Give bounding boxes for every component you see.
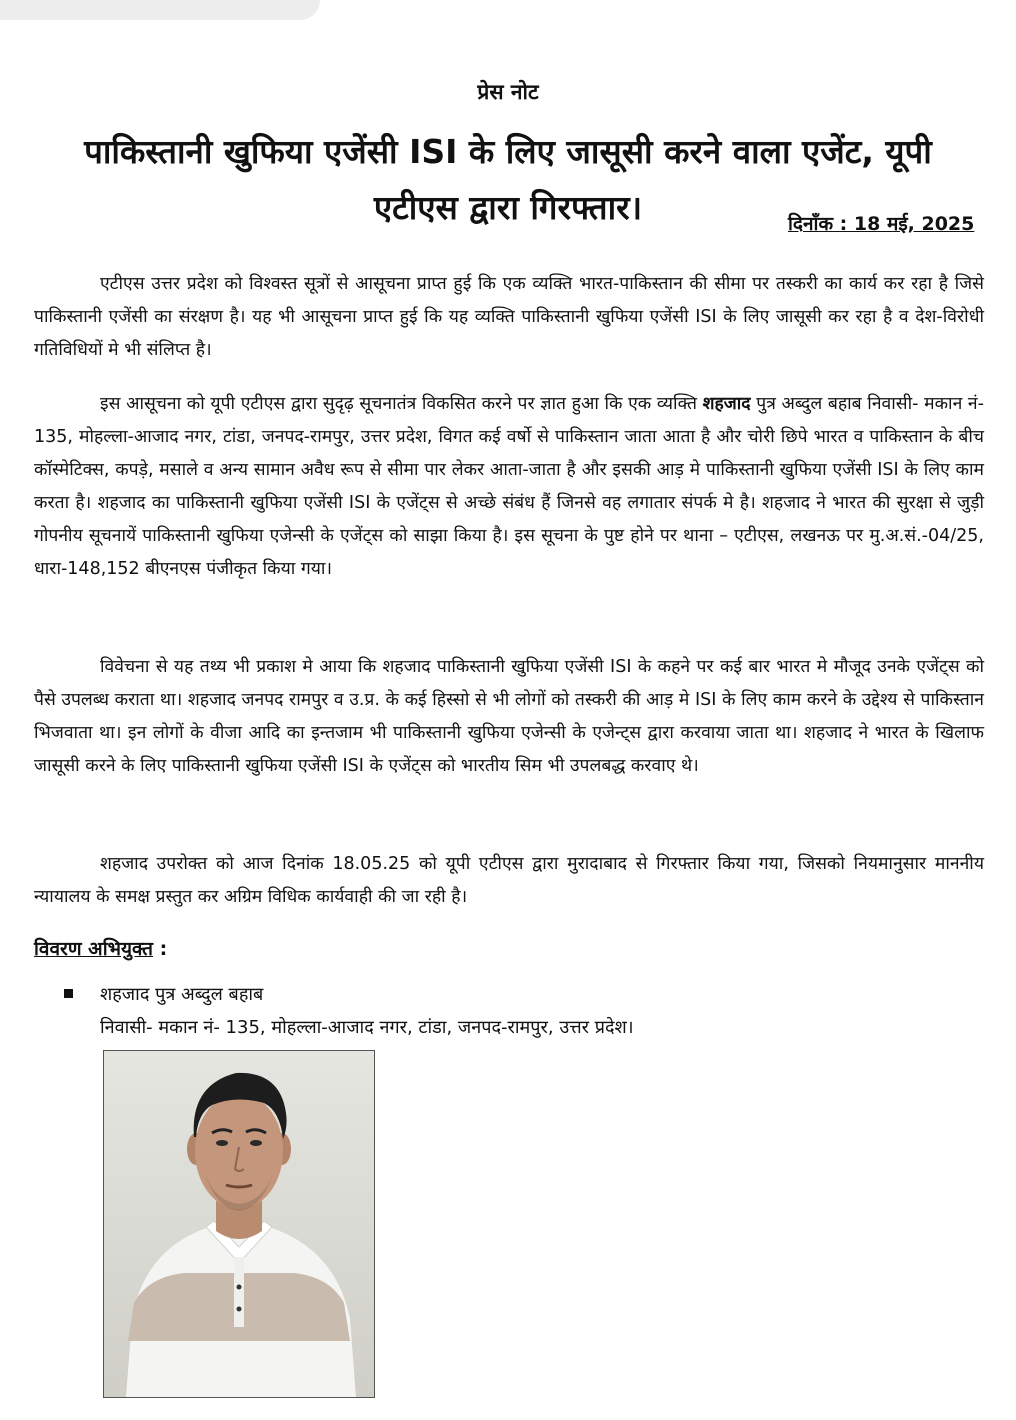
press-note-label: प्रेस नोट — [477, 80, 539, 104]
paragraph-4: शहजाद उपरोक्त को आज दिनांक 18.05.25 को यूपी एटीएस द्वारा मुरादाबाद से गिरफ्तार किया गया, जिसको नियमानुसार माननीय न्यायालय के समक्ष प्रस्तुत कर अग्रिम विधिक कार्यवाही की जा रही है। — [34, 854, 984, 907]
accused-name-bold: शहजाद — [702, 394, 751, 414]
press-note-headline: पाकिस्तानी खुफिया एजेंसी ISI के लिए जासूसी करने वाला एजेंट, यूपी एटीएस द्वारा गिरफ्तार। — [84, 132, 932, 227]
accused-details-heading — [34, 935, 167, 961]
accused-name-line: शहजाद पुत्र अब्दुल बहाब — [100, 984, 264, 1005]
paragraph-3: विवेचना से यह तथ्य भी प्रकाश मे आया कि शहजाद पाकिस्तानी खुफिया एजेंसी ISI के कहने पर कई बार भारत मे मौजूद उनके एजेंट्स को पैसे उपलब्ध कराता था। शहजाद जनपद रामपुर व उ.प्र. के कई हिस्सो से भी लोगों को तस्करी की आड़ मे ISI के लिए काम करने के उद्देश्य से पाकिस्तान भिजवाता था। इन लोगों के वीजा आदि का इन्तजाम भी पाकिस्तानी खुफिया एजेन्सी के एजेन्ट्स द्वारा करवाया जाता था। शहजाद ने भारत के खिलाफ जासूसी करने के लिए पाकिस्तानी खुफिया एजेंसी ISI के एजेंट्स को भारतीय सिम भी उपलबद्ध करवाए थे। — [34, 657, 984, 776]
press-note-date: दिनाँक : 18 मई, 2025 — [788, 213, 975, 235]
accused-address-line: निवासी- मकान नं- 135, मोहल्ला-आजाद नगर, टांडा, जनपद-रामपुर, उत्तर प्रदेश। — [100, 1017, 634, 1038]
paragraph-2-start: इस आसूचना को यूपी एटीएस द्वारा सुदृढ़ सूचनातंत्र विकसित करने पर ज्ञात हुआ कि एक व्यक्ति — [100, 394, 697, 414]
paragraph-2-end: पुत्र अब्दुल बहाब निवासी- मकान नं- 135, मोहल्ला-आजाद नगर, टांडा, जनपद-रामपुर, उत्तर प्रदेश, विगत कई वर्षो से पाकिस्तान जाता आता है और चोरी छिपे भारत व पाकिस्तान के बीच कॉस्मेटिक्स, कपड़े, मसाले व अन्य सामान अवैध रूप से सीमा पार लेकर आता-जाता है और इसकी आड़ मे पाकिस्तानी खुफिया एजेंसी ISI के लिए काम करता है। शहजाद का पाकिस्तानी खुफिया एजेंसी ISI के एजेंट्स से अच्छे संबंध हैं जिनसे वह लगातार संपर्क मे है। शहजाद ने भारत की सुरक्षा से जुड़ी गोपनीय सूचनायें पाकिस्तानी खुफिया एजेन्सी के एजेंट्स को साझा किया है। इस सूचना के पुष्ट होने पर थाना – एटीएस, लखनऊ पर मु.अ.सं.-04/25, धारा-148,152 बीएनएस पंजीकृत किया गया। — [34, 394, 984, 579]
paragraph-2 — [34, 388, 984, 586]
paragraph-1: एटीएस उत्तर प्रदेश को विश्वस्त सूत्रों से आसूचना प्राप्त हुई कि एक व्यक्ति भारत-पाकिस्तान की सीमा पर तस्करी का कार्य कर रहा है जिसे पाकिस्तानी एजेंसी का संरक्षण है। यह भी आसूचना प्राप्त हुई कि यह व्यक्ति पाकिस्तानी खुफिया एजेंसी ISI के लिए जासूसी कर रहा है व देश-विरोधी गतिविधियों मे भी संलिप्त है। — [34, 274, 984, 360]
accused-photo — [103, 1050, 375, 1398]
accused-details-list — [64, 978, 964, 1044]
accused-heading-colon: : — [153, 938, 168, 960]
accused-heading-text: विवरण अभियुक्त — [34, 938, 154, 960]
bullet-square-icon — [64, 989, 73, 998]
